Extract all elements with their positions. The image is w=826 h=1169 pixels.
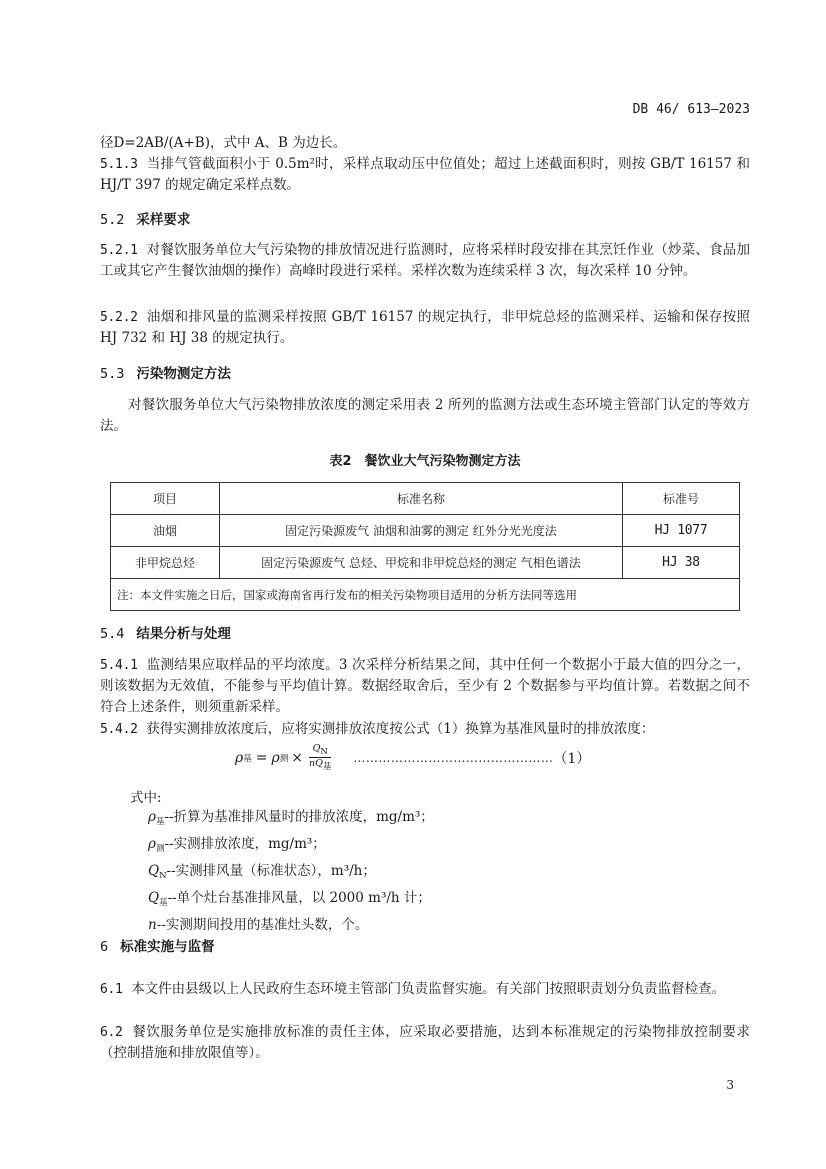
formula-subscript: N <box>320 747 328 757</box>
table-cell: HJ 1077 <box>623 515 740 547</box>
formula-symbol: nQ <box>308 758 323 769</box>
definition-text: --单个灶台基准排风量，以 2000 m³/h 计； <box>167 890 431 906</box>
table-cell: 非甲烷总烃 <box>111 547 220 579</box>
page-number: 3 <box>726 1078 734 1092</box>
definition-item <box>148 860 434 887</box>
definition-text: --实测期间投用的基准灶头数，个。 <box>156 917 369 933</box>
section-heading-5-2 <box>100 210 190 230</box>
clause-number: 6.2 <box>100 1025 123 1040</box>
section-title: 标准实施与监督 <box>120 939 215 955</box>
formula-subscript: 基 <box>243 753 252 764</box>
table-row <box>111 547 740 579</box>
formula-subscript: 测 <box>279 753 289 764</box>
clause-number: 5.2.1 <box>100 243 138 258</box>
section-heading-5-3 <box>100 364 231 384</box>
clause-text: 获得实测排放浓度后，应将实测排放浓度按公式（1）换算为基准风量时的排放浓度： <box>146 721 655 737</box>
formula-number: （1） <box>553 750 591 767</box>
section-heading-6 <box>100 937 215 957</box>
clause-text: 对餐饮服务单位大气污染物的排放情况进行监测时，应将采样时段安排在其烹饪作业（炒菜、食品加工或其它产生餐饮油烟的操作）高峰时段进行采样。采样次数为连续采样 3 次，每次采样 10 分钟。 <box>100 242 751 279</box>
definition-text: --实测排放浓度，mg/m³； <box>164 836 326 852</box>
definition-subscript: 基 <box>155 817 165 827</box>
clause-5-2-2 <box>100 307 750 349</box>
definition-symbol: ρ <box>148 809 156 825</box>
definition-text: --实测排风量（标准状态），m³/h； <box>166 863 376 879</box>
table-header-row <box>111 483 740 515</box>
table-cell: HJ 38 <box>623 547 740 579</box>
clause-text: 监测结果应取样品的平均浓度。3 次采样分析结果之间，其中任何一个数据小于最大值的四分之一，则该数据为无效值，不能参与平均值计算。数据经取舍后，至少有 2 个数据参与平均值计算。若数据之间不符合上述条件，则须重新采样。 <box>100 657 750 715</box>
definition-symbol: ρ <box>148 836 156 852</box>
section-number: 6 <box>100 939 109 955</box>
formula-subscript: 基 <box>322 762 332 772</box>
clause-text: 当排气管截面积小于 0.5m²时，采样点取动压中位值处；超过上述截面积时，则按 GB/T 16157 和 HJ/T 397 的规定确定采样点数。 <box>100 156 750 193</box>
table-note-row <box>111 579 740 611</box>
clause-5-1-3 <box>100 154 750 196</box>
column-header: 项目 <box>111 483 220 515</box>
definition-subscript: 测 <box>155 844 165 854</box>
clause-number: 5.4.2 <box>100 722 138 737</box>
clause-text: 餐饮服务单位是实施排放标准的责任主体，应采取必要措施，达到本标准规定的污染物排放控制要求（控制措施和排放限值等）。 <box>100 1024 750 1061</box>
table-cell: 固定污染源废气 总烃、甲烷和非甲烷总烃的测定 气相色谱法 <box>220 547 623 579</box>
section-title: 结果分析与处理 <box>136 626 231 642</box>
section-title: 污染物测定方法 <box>136 366 231 382</box>
standard-number-header: DB 46/ 613—2023 <box>632 102 750 117</box>
fraction-denominator <box>309 758 331 772</box>
variable-definitions <box>148 806 434 941</box>
clause-6-1 <box>100 979 750 1000</box>
clause-number: 5.1.3 <box>100 157 138 172</box>
paragraph-text: 对餐饮服务单位大气污染物排放浓度的测定采用表 2 所列的监测方法或生态环境主管部门认定的等效方法。 <box>100 397 750 434</box>
clause-5-4-1 <box>100 655 750 718</box>
definition-subscript: 基 <box>159 898 168 908</box>
formula-symbol: Q <box>312 743 321 754</box>
formula-symbol: ρ <box>271 749 280 766</box>
table-row <box>111 515 740 547</box>
table-title: 表2 餐饮业大气污染物测定方法 <box>329 454 521 469</box>
definition-symbol: Q <box>148 890 160 906</box>
section-number: 5.2 <box>100 212 125 228</box>
table-note: 注：本文件实施之日后，国家或海南省再行发布的相关污染物项目适用的分析方法同等选用 <box>111 579 740 611</box>
definition-item <box>148 887 434 914</box>
table-cell: 油烟 <box>111 515 220 547</box>
clause-number: 5.4.1 <box>100 658 138 673</box>
definition-symbol: n <box>148 917 157 933</box>
paragraph-text: 径D=2AB/(A+B)，式中 A、B 为边长。 <box>100 135 347 151</box>
definition-item <box>148 833 434 860</box>
paragraph-5-3 <box>100 395 750 437</box>
definition-text: --折算为基准排风量时的排放浓度，mg/m³； <box>164 809 434 825</box>
column-header: 标准号 <box>623 483 740 515</box>
section-number: 5.3 <box>100 366 125 382</box>
section-heading-5-4 <box>100 624 231 644</box>
clause-text: 油烟和排风量的监测采样按照 GB/T 16157 的规定执行，非甲烷总烃的监测采样、运输和保存按照 HJ 732 和 HJ 38 的规定执行。 <box>100 309 750 346</box>
formula-fraction <box>309 743 331 772</box>
clause-text: 本文件由县级以上人民政府生态环境主管部门负责监督实施。有关部门按照职责划分负责监督检查。 <box>131 981 726 997</box>
definition-item <box>148 806 434 833</box>
section-title: 采样要求 <box>136 212 191 228</box>
paragraph-diameter <box>100 133 750 154</box>
fraction-numerator <box>313 743 328 757</box>
definition-subscript: N <box>159 871 167 881</box>
measurement-methods-table <box>110 482 740 611</box>
clause-5-4-2 <box>100 719 750 740</box>
clause-6-2 <box>100 1022 750 1064</box>
formula-operator: = <box>255 749 268 766</box>
conversion-formula <box>235 743 590 772</box>
table-cell: 固定污染源废气 油烟和油雾的测定 红外分光光度法 <box>220 515 623 547</box>
clause-number: 5.2.2 <box>100 310 138 325</box>
formula-operator: × <box>291 749 303 766</box>
formula-leader-dots: ………………………………………… <box>353 750 554 765</box>
clause-number: 6.1 <box>100 982 123 997</box>
column-header: 标准名称 <box>220 483 623 515</box>
definition-symbol: Q <box>148 863 160 879</box>
formula-symbol: ρ <box>235 749 244 766</box>
section-number: 5.4 <box>100 626 125 642</box>
where-label: 式中: <box>130 790 162 806</box>
clause-5-2-1 <box>100 240 750 282</box>
